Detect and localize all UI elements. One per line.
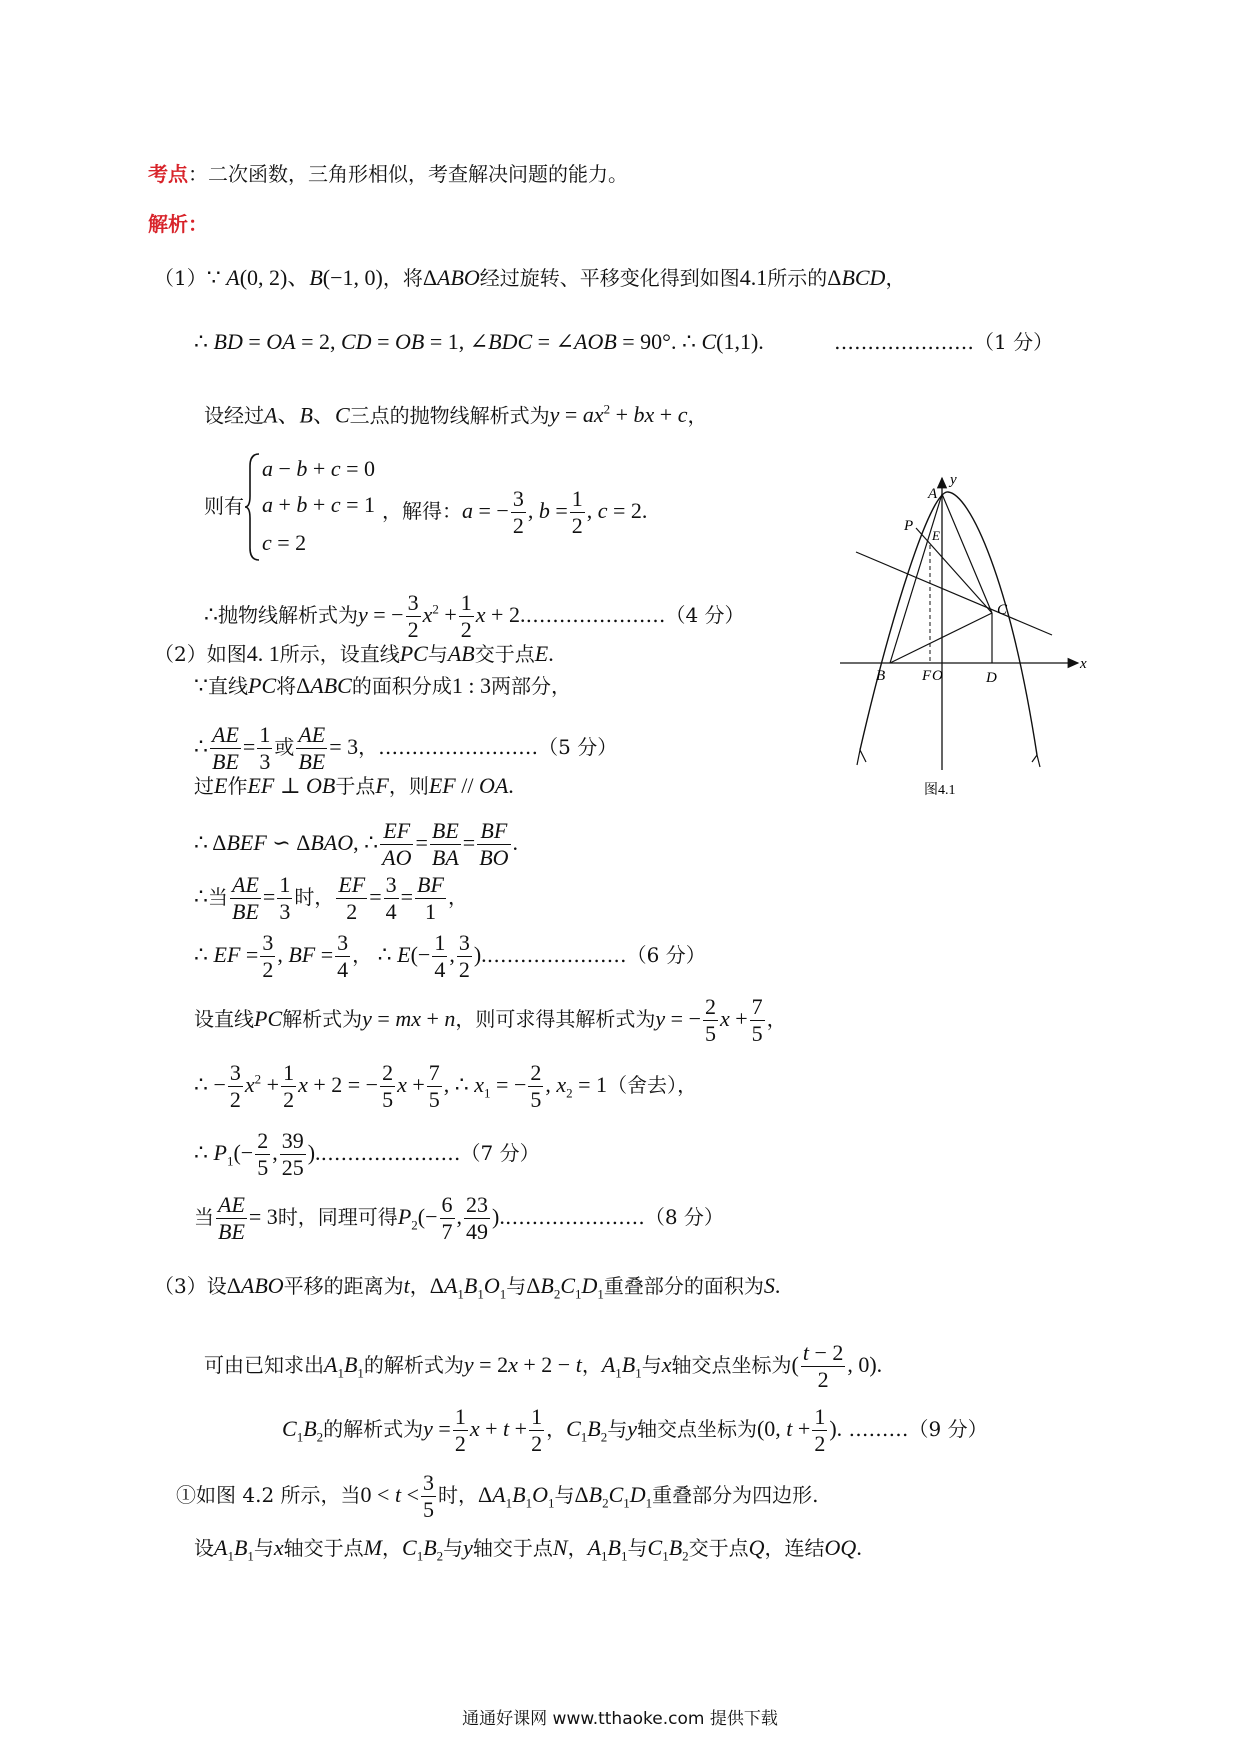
score-1: …………………（1 分） [834,330,1054,354]
part3-line2: 可由已知求出$A_1B_1$的解析式为y = 2x + 2 − t，$A_1B_1$与x轴交点坐标为( $\frac{t - 2}{2}$ , 0). [204,1340,883,1392]
kaodian-label: 考点 [148,162,188,186]
figure-caption: 图4.1 [924,783,956,798]
part2-line5: ∴ ΔBEF ∽ ΔBAO, ∴ $\frac{EF}{AO}$ = $\frac{BE}{BA}$ = $\frac{BF}{BO}$ . [194,818,519,870]
part3-line4: ①如图 4.2 所示，当0 < t < $\frac{3}{5}$ 时，$\Delta A_1B_1O_1$与$\Delta B_2C_1D_1$重叠部分为四边形. [176,1470,819,1522]
part2-line3: ∴ $\frac{AE}{BE}$ = $\frac{1}{3}$ 或 $\frac{AE}{BE}$ = 3，……………………（5 分） [194,722,618,774]
part2-line7: ∴ EF = $\frac{3}{2}$ , BF = $\frac{3}{4}$ ， ∴ E(− $\frac{1}{4}$ , $\frac{3}{2}$ ).…………………（6 分） [194,930,706,982]
line-ac [856,552,1052,635]
part2-line1: （2）如图4. 1所示，设直线PC与AB交于点E. [154,641,554,666]
label-p: P [904,518,914,534]
system-brace [244,452,262,562]
part1-line3: 设经过A、B、C三点的抛物线解析式为$y = ax^2$ + bx + c， [204,402,708,428]
jiexi-line: 解析： [148,212,208,236]
system-eq1: a − b + c = 0 [262,456,376,481]
part3-line3: $C_1B_2$的解析式为y = $\frac{1}{2}$ x + t + $\frac{1}{2}$ ，$C_1B_2$与y轴交点坐标为(0, t + $\frac{1}{2}$ ). ………（9 分） [282,1404,988,1456]
label-y: y [950,472,957,488]
part2-line10: ∴ $P_1(-$ $\frac{2}{5}$ , $\frac{39}{25}$ ).…………………（7 分） [194,1128,540,1180]
label-f: F [922,668,932,684]
part2-line6: ∴当 $\frac{AE}{BE}$ = $\frac{1}{3}$ 时， $\frac{EF}{2}$ = $\frac{3}{4}$ = $\frac{BF}{1}$ ， [194,872,468,924]
part1-number: （1） [154,266,207,290]
part2-line9: ∴ − $\frac{3}{2}$ $x^2$ + $\frac{1}{2}$ x + 2 = − $\frac{2}{5}$ x + $\frac{7}{5}$ , ∴ $x_1$ = − $\frac{2}{5}$ , $x_2 = 1$（舍去）， [194,1060,698,1112]
part3-line1: （3）设ΔABO平移的距离为t，$\Delta A_1B_1O_1$与$\Delta B_2C_1D_1$重叠部分的面积为S. [154,1273,781,1302]
system-solve: ，解得：a = − $\frac{3}{2}$ , b = $\frac{1}{2}$ , c = 2. [382,486,648,538]
system-then: 则有 [204,494,244,518]
jiexi-label: 解析 [148,212,188,236]
parabola-result: ∴抛物线解析式为y = − $\frac{3}{2}$ $x^2$ + $\frac{1}{2}$ x + 2.…………………（4 分） [204,590,745,642]
part2-line11: 当 $\frac{AE}{BE}$ = 3时，同理可得$P_2(-$ $\frac{6}{7}$ , $\frac{23}{49}$ ).…………………（8 分） [194,1192,724,1244]
segment-pc [916,528,992,613]
label-d: D [986,670,997,686]
label-c: C [997,602,1008,618]
kaodian-text: ：二次函数，三角形相似，考查解决问题的能力。 [188,162,628,186]
footer: 通通好课网 www.tthaoke.com 提供下载 [462,1709,778,1729]
label-a: A [928,486,938,502]
system-eq3: c = 2 [262,530,307,555]
label-e: E [932,528,940,543]
system-eq2: a + b + c = 1 [262,492,376,517]
parabola [860,492,1037,755]
segment-pa [942,494,992,613]
segment-ab [890,494,942,663]
label-b: B [876,668,886,684]
part2-line2: ∵直线PC将ΔABC的面积分成1 : 3两部分， [194,673,571,698]
segment-bc [890,613,992,663]
part2-line8: 设直线PC解析式为y = mx + n，则可求得其解析式为y = − $\frac{2}{5}$ x + $\frac{7}{5}$ ， [194,994,787,1046]
part2-line4: 过E作EF ⊥ OB于点F，则EF // OA. [194,773,514,798]
part1-line2: ∴ BD = OA = 2, CD = OB = 1, ∠BDC = ∠AOB = 90°. ∴ C(1,1). [194,329,764,354]
label-x: x [1080,656,1087,672]
label-o: O [932,668,943,684]
part1-line1: （1）∵ A(0, 2)、B(−1, 0)，将ΔABO经过旋转、平移变化得到如图4.1所示的ΔBCD， [154,265,906,290]
figure-4-1 [820,470,1090,810]
kaodian-line [148,160,628,188]
part3-line5: 设$A_1B_1$与x轴交于点M，$C_1B_2$与y轴交于点N，$A_1B_1$与$C_1B_2$交于点Q，连结OQ. [194,1535,862,1564]
